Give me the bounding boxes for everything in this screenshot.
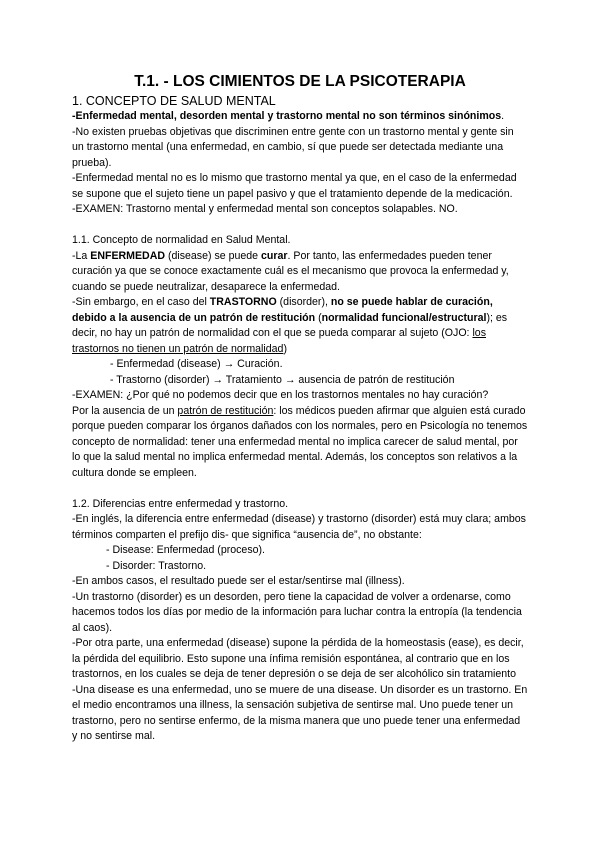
list-item: - Disease: Enfermedad (proceso). [106,544,265,556]
bold-text: TRASTORNO [209,296,277,308]
section-1-2-heading: 1.2. Diferencias entre enfermedad y trastorno. [72,497,289,510]
paragraph: -En inglés, la diferencia entre enfermedad (disease) y trastorno (disorder) está muy clara; ambos términos comparten el prefijo dis- que significa “ausencia de”, no obstante: [72,513,526,541]
paragraph: -Enfermedad mental no es lo mismo que trastorno mental ya que, en el caso de la enfermedad se supone que el sujeto tiene un papel pasivo y que el tratamiento depende de la medicación. [72,172,517,200]
list-item: - Enfermedad (disease) → Curación. [110,358,283,370]
paragraph [72,249,528,296]
spacer [72,218,528,234]
paragraph: -Un trastorno (disorder) es un desorden, pero tiene la capacidad de volver a ordenarse, como hacemos todos los días por medio de la información para luchar contra la entropía (la tendencia al caos). [72,590,522,634]
underlined-text: patrón de restitución [177,404,274,417]
paragraph: -EXAMEN: Trastorno mental y enfermedad mental son conceptos solapables. NO. [72,203,458,215]
paragraph [72,404,528,482]
list-item: - Disorder: Trastorno. [106,559,207,572]
text-span: -Sin embargo, en el caso del [72,296,210,308]
text-span: -La [72,249,91,262]
paragraph [72,295,528,357]
text-span: (disease) se puede [165,249,262,262]
bold-text: ENFERMEDAD [90,249,166,262]
page-title: T.1. - LOS CIMIENTOS DE LA PSICOTERAPIA [134,73,466,90]
text-span: . Por tanto, las enfermedades pueden tener curación ya que se conoce exactamente cuál es el mecanismo que provoca la enfermedad y, cuando se puede neutralizar, desaparece la enfermedad. [72,249,509,293]
text-span: Por la ausencia de un [72,404,178,417]
text-span: : los médicos pueden afirmar que alguien está curado porque pueden comparar los órganos dañados con los normales, pero en Psicología no tenemos concepto de normalidad: tener una enfermedad mental no implica carecer de salud mental, por lo que la salud mental no implica enfermedad mental. Además, los conceptos son relativos a la cultura donde se empleen. [72,404,528,479]
text-span: ); es decir, no hay un patrón de normalidad con el que se pueda comparar al sujeto (OJO: [72,311,508,339]
paragraph: -Por otra parte, una enfermedad (disease) supone la pérdida de la homeostasis (ease), es decir, la pérdida del equilibrio. Esto supone una ínfima remisión espontánea, al contrario que en los trastornos, en los cuales se deja de tener depresión o se deja de ser alcohólico sin tratamiento [72,637,524,680]
section-1-1-heading: 1.1. Concepto de normalidad en Salud Mental. [72,234,291,246]
bold-text: no se puede hablar de curación, debido a la ausencia de un patrón de restitución [72,296,493,324]
text-span: (disorder), [276,296,331,308]
paragraph: -No existen pruebas objetivas que discriminen entre gente con un trastorno mental y gente sin un trastorno mental (una enfermedad, en cambio, sí que puede ser detectada mediante una prueba). [72,125,514,169]
bold-text: normalidad funcional/estructural [321,311,487,324]
paragraph: -EXAMEN: ¿Por qué no podemos decir que en los trastornos mentales no hay curación? [72,389,489,401]
list-item: - Trastorno (disorder) → Tratamiento → ausencia de patrón de restitución [110,373,455,386]
bold-text: -Enfermedad mental, desorden mental y trastorno mental no son términos sinónimos [72,110,502,122]
underlined-text: los trastornos no tienen un patrón de normalidad [72,327,486,355]
text-span: ) [283,342,287,355]
text-span: ( [315,311,322,324]
paragraph [72,109,528,125]
document-page [72,72,528,745]
text-span: . [501,110,505,122]
section-1-heading: 1. CONCEPTO DE SALUD MENTAL [72,94,276,108]
paragraph: -Una disease es una enfermedad, uno se muere de una disease. Un disorder es un trastorno. En el medio encontramos una illness, la sensación subjetiva de sentirse mal. Uno puede tener un trastorno, pero no sentirse enfermo, de la misma manera que uno puede tener una enfermedad y no sentirse mal. [72,683,528,742]
spacer [72,481,528,497]
paragraph: -En ambos casos, el resultado puede ser el estar/sentirse mal (illness). [72,575,405,587]
bold-text: curar [261,249,288,262]
